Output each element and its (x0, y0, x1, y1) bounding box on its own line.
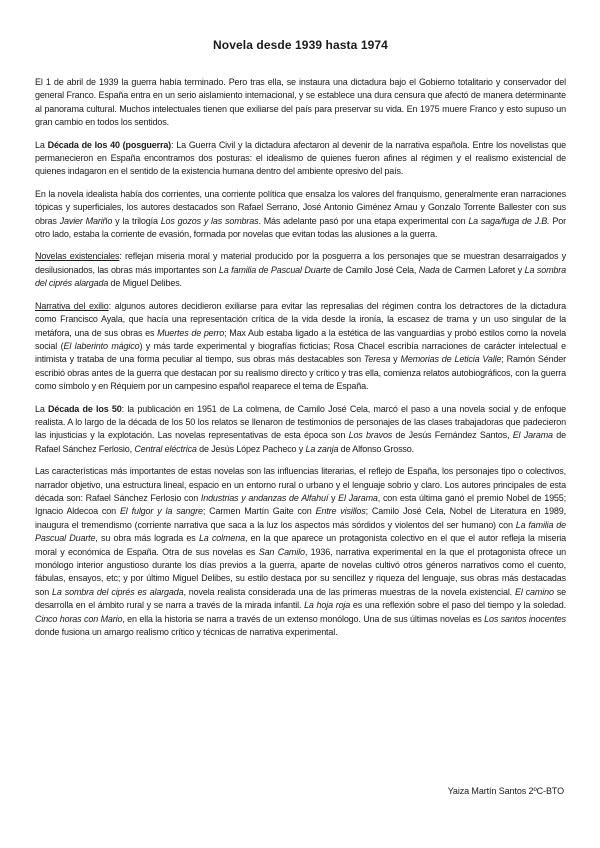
text-span: y (328, 492, 339, 503)
paragraph-decada-50 (35, 403, 566, 457)
book-title: La zanja (305, 443, 339, 454)
text-span: La (35, 139, 48, 150)
text-span: ; Camilo José Cela, Nobel de Literatura en 1989, inaugura el tremendismo (corriente narrativa que saca a la luz los aspectos más sórdidos y violentos del ser humano) con (35, 506, 566, 530)
paragraph-decada-40 (35, 139, 566, 179)
book-title: Los santos inocentes (484, 613, 566, 624)
book-title: La sombra del ciprés es alargada (52, 586, 184, 597)
document-body (35, 76, 566, 639)
book-title: La sombra del ciprés alargada (35, 264, 566, 289)
book-title: La saga/fuga de J.B. (468, 215, 550, 226)
text-span: de Carmen Laforet y (439, 264, 525, 275)
text-span: , novela realista considerada una de las primeras muestras de la novela existencial. (183, 586, 516, 597)
subheading-narrativa-exilio: Narrativa del exilio (35, 300, 109, 311)
book-title: La colmena (198, 533, 245, 544)
book-title: El Jarama (512, 430, 553, 441)
text-span: : La Guerra Civil y la dictadura afectaron al devenir de la narrativa española. Entre los novelistas que permanecieron en España encontramos dos posturas: el idealismo de quienes fueron afines al régimen y el realismo existencial de quienes indagaron en el sentido de la existencia humana dentro del ambiente opresivo del país. (35, 139, 567, 177)
book-title: Los bravos (348, 430, 393, 441)
text-span: ; Ramón Sénder escribió obras antes de la guerra que destacan por su realismo directo y crítico y tras ella, comienza relatos autobiográficos, con la guerra como símbolo y en Réquiem por un campesino español reaparece el tema de España. (35, 354, 567, 392)
paragraph-novelas-existenciales (35, 250, 566, 290)
text-span: de Alfonso Grosso. (338, 443, 414, 454)
text-span: y (390, 354, 401, 365)
section-heading-decada-40: Década de los 40 (posguerra) (47, 139, 172, 150)
text-span: de Jesús López Pacheco y (196, 443, 306, 454)
text-span: Las características más importantes de estas novelas son las influencias literarias, el reflejo de España, los personajes tipo o colectivos, narrador objetivo, una estructura lineal, espacio en un entorno rural o urbano y el lenguaje sobrio y claro. Los autores principales de esta década son: Rafael Sánchez Ferlosio con (35, 466, 566, 503)
book-title: El Jarama (338, 492, 378, 503)
text-span: ; Max Aub estaba ligado a la estética de las vanguardias y probó estilos como la novela social ( (35, 327, 566, 351)
text-span: de Miguel Delibes. (108, 278, 182, 289)
text-span: , su obra más lograda es (95, 533, 199, 544)
document-title: Novela desde 1939 hasta 1974 (213, 38, 388, 52)
paragraph-narrativa-exilio (35, 300, 566, 394)
text-span: , 1936, narrativa experimental en la que el protagonista ofrece un monólogo interior angustioso durante los días previos a la guerra, aparte de novelas cultivó otros géneros narrativos como el cuento, fábulas, ensayos, etc; y por último Miguel Delibes, su estilo destaca por su sencillez y riqueza del lenguaje, sus obras más destacadas son (35, 546, 567, 597)
subheading-novelas-existenciales: Novelas existenciales (35, 251, 120, 262)
book-title: La familia de Pascual Duarte (218, 264, 331, 275)
book-title: Los gozos y las sombras (160, 215, 259, 226)
book-title: San Camilo (258, 546, 305, 557)
text-span: En la novela idealista había dos corrientes, una corriente política que ensalza los valores del franquismo, generalmente eran narraciones tópicas y superficiales, los autores destacados son Rafael Serrano, José Antonio Giménez Arnau y Gonzalo Torrente Ballester con sus obras (35, 188, 566, 226)
text-span: : reflejan miseria moral y material producido por la posguerra a los personajes que se muestran desarraigados y desilusionados, las obras más importantes son (35, 251, 566, 275)
text-span: de Camilo José Cela, (330, 264, 419, 275)
book-title: Cinco horas con Mario (35, 613, 123, 624)
text-span: : la publicación en 1951 de La colmena, de Camilo José Cela, marcó el paso a una novela social y de enfoque realista. A lo largo de la década de los 50 los relatos se llenaron de testimonios de personajes de las clases trabajadoras que padecieron las injusticias y la explotación. Las novelas representativas de esta época son (35, 403, 567, 441)
text-span: de Jesús Fernández Santos, (392, 430, 513, 441)
paragraph-caracteristicas (35, 465, 566, 639)
paragraph-intro (35, 76, 566, 130)
book-title: La hoja roja (304, 600, 351, 611)
text-span: La (35, 403, 49, 414)
text-span: . Más adelante pasó por una etapa experimental con (258, 215, 469, 226)
text-span: , en la que aparece un protagonista colectivo en el que el autor refleja la miseria moral y económica de España. Otra de sus novelas es (35, 533, 567, 557)
book-title: El fulgor y la sangre (119, 506, 203, 517)
book-title: Memorias de Leticia Valle (400, 354, 502, 365)
author-signature: Yaiza Martín Santos 2ºC-BTO (447, 786, 564, 796)
text-span: ; Carmen Martín Gaite con (202, 506, 316, 517)
text-span: y la trilogía (112, 215, 161, 226)
book-title: Teresa (363, 354, 391, 365)
text-span: es una reflexión sobre el paso del tiempo y la soledad. (350, 600, 566, 611)
book-title: Javier Mariño (59, 215, 113, 226)
text-span: El 1 de abril de 1939 la guerra había terminado. Pero tras ella, se instaura una dictadura bajo el Gobierno totalitario y conservador del general Franco. España entra en un serio aislamiento internacional, y se establece una dura censura que afectó de manera determinante al panorama cultural. Muchos intelectuales tienen que exiliarse del país para preservar su vida. En 1975 muere Franco y esto supuso un gran cambio en todos los sentidos. (35, 77, 566, 128)
paragraph-novela-idealista (35, 188, 566, 242)
text-span: de Rafael Sánchez Ferlosio, (35, 430, 567, 454)
text-span: donde fusiona un amargo realismo crítico y técnicas de narrativa experimental. (35, 627, 338, 638)
text-span: se desarrolla en el ámbito rural y se narra a través de la mirada infantil. (35, 586, 566, 611)
text-span: Por otro lado, estaba la corriente de evasión, formada por novelas que evitan todas las alusiones a la guerra. (35, 215, 566, 240)
text-span: , en ella la historia se narra a través de un extenso monólogo. Una de sus últimas novelas es (122, 613, 485, 624)
book-title: Industrias y andanzas de Alfahuí (200, 492, 329, 503)
book-title: El camino (515, 586, 554, 597)
book-title: Central eléctrica (134, 443, 197, 454)
book-title: La familia de Pascual Duarte (35, 519, 566, 544)
book-title: Nada (418, 264, 440, 275)
text-span: ) y más tarde experimental y biografías ficticias; Rosa Chacel escribía narraciones de carácter intelectual e intimista y trataba de una forma peculiar al tiempo, sus obras más destacables son (35, 340, 566, 365)
text-span: : algunos autores decidieron exiliarse para evitar las represalias del régimen contra los detractores de la dictadura como Francisco Ayala, que hacía una representación crítica de la vida desde la ironía, la escasez de trama y un uso singular de la metáfora, una de sus obras es (35, 300, 567, 338)
book-title: El laberinto mágico (63, 340, 140, 351)
text-span: , con esta última ganó el premio Nobel de 1955; Ignacio Aldecoa con (35, 492, 566, 517)
book-title: Entre visillos (315, 506, 366, 517)
section-heading-decada-50: Década de los 50 (48, 403, 122, 414)
book-title: Muertes de perro (157, 327, 225, 338)
